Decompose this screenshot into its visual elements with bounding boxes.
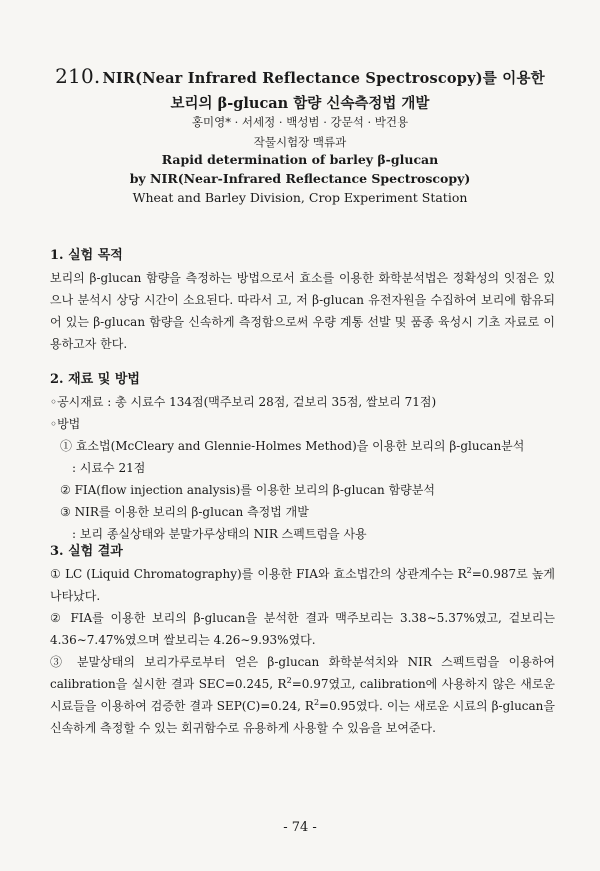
method-item-1-sub: : 시료수 21점 — [72, 461, 146, 475]
result-2: ② FIA를 이용한 보리의 β-glucan을 분석한 결과 맥주보리는 3.38∼5.37%였고, 겉보리는 4.36∼7.47%였으며 쌀보리는 4.26∼9.93%였다. — [50, 611, 555, 647]
result-1-text-a: ① LC (Liquid Chromatography)를 이용한 FIA와 효소법간의 상관계수는 R — [50, 567, 467, 581]
affiliation-english: Wheat and Barley Division, Crop Experiment Station — [132, 190, 468, 205]
result-1-text-b: =0.987로 높게 나타났다. — [50, 567, 556, 603]
method-item-3-sub: : 보리 종실상태와 분말가루상태의 NIR 스펙트럼을 사용 — [72, 527, 367, 541]
section-heading: 3. 실험 결과 — [50, 544, 123, 559]
abstract-number: 210. — [55, 64, 101, 88]
title-english-line1: Rapid determination of barley β-glucan — [161, 152, 439, 167]
result-3-text-c: =0.95였다. 이는 새로운 시료의 β-glucan을 신속하게 측정할 수 있는 회귀함수로 유용하게 사용할 수 있음을 보여준다. — [50, 699, 556, 735]
section-text: 보리의 β-glucan 함량을 측정하는 방법으로서 효소를 이용한 화학분석법은 정확성의 잇점은 있으나 분석시 상당 시간이 소요된다. 따라서 고, 저 β-glucan 유전자원을 수집하여 보리에 함유되어 있는 β-glucan 함량을 신속하게 측정함으로써 우량 계통 선발 및 품종 육성시 기초 자료로 이용하고자 한다. — [50, 271, 555, 351]
result-3-text-b: =0.97였고, calibration에 사용하지 않은 새로운 시료들을 이용하여 검증한 결과 SEP(C)=0.24, R — [50, 677, 555, 713]
title-korean-line2: 보리의 β-glucan 함량 신속측정법 개발 — [170, 95, 430, 112]
page-number: - 74 - — [283, 820, 317, 835]
method-item-2: ② FIA(flow injection analysis)를 이용한 보리의 β-glucan 함량분석 — [60, 483, 435, 497]
title-korean-line1 — [0, 64, 600, 88]
affiliation-korean: 작물시험장 맥류과 — [253, 135, 347, 149]
superscript: 2 — [286, 676, 292, 685]
result-3-text-a: ③ 분말상태의 보리가루로부터 얻은 β-glucan 화학분석치와 NIR 스펙트럼을 이용하여 calibration을 실시한 결과 SEC=0.245, R — [50, 655, 555, 691]
section-materials-methods — [50, 368, 555, 545]
result-3 — [50, 651, 555, 739]
section-heading: 2. 재료 및 방법 — [50, 372, 140, 387]
result-1 — [50, 563, 555, 607]
superscript: 2 — [466, 566, 472, 575]
section-heading: 1. 실험 목적 — [50, 248, 123, 263]
superscript: 2 — [313, 698, 320, 707]
method-item-1: ① 효소법(McCleary and Glennie-Holmes Method)을 이용한 보리의 β-glucan분석 — [60, 439, 525, 453]
section-purpose — [50, 244, 555, 355]
method-item-3: ③ NIR를 이용한 보리의 β-glucan 측정법 개발 — [60, 505, 309, 519]
section-results — [50, 540, 555, 739]
method-label: ◦방법 — [50, 417, 81, 431]
authors: 홍미영* · 서세정 · 백성범 · 강문석 · 박건용 — [191, 115, 409, 129]
title-english-line2: by NIR(Near-Infrared Reflectance Spectroscopy) — [129, 171, 471, 186]
title-korean-line1-text: NIR(Near Infrared Reflectance Spectroscopy)를 이용한 — [102, 70, 545, 87]
materials-line: ◦공시재료 : 총 시료수 134점(맥주보리 28점, 겉보리 35점, 쌀보리 71점) — [50, 395, 437, 409]
